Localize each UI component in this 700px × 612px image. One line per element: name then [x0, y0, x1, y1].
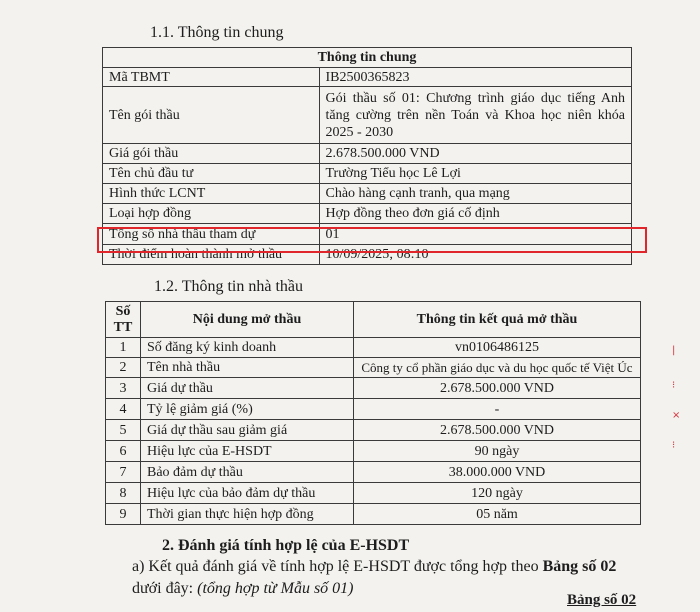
stamp-mark: ×: [672, 410, 681, 421]
row-value: -: [354, 399, 641, 420]
row-label: Tên gói thầu: [103, 87, 320, 144]
row-label: Hiệu lực của E-HSDT: [141, 441, 354, 462]
row-value: Công ty cổ phần giáo dục và du học quốc tế Việt Úc: [354, 358, 641, 378]
row-value: 2.678.500.000 VND: [319, 144, 632, 164]
table-row: [106, 462, 641, 483]
section-heading-bidder-info: 1.2. Thông tin nhà thầu: [154, 278, 304, 295]
row-value: 05 năm: [354, 504, 641, 525]
col-header-stt: Số TT: [106, 302, 141, 338]
row-label: Giá gói thầu: [103, 144, 320, 164]
row-number: 3: [106, 378, 141, 399]
paragraph-a-mid: dưới đây:: [132, 580, 198, 597]
row-number: 9: [106, 504, 141, 525]
table-row: [106, 338, 641, 358]
table-row: [103, 87, 632, 144]
row-label: Tên nhà thầu: [141, 358, 354, 378]
section-heading-validity: 2. Đánh giá tính hợp lệ của E-HSDT: [162, 537, 410, 554]
table-row: [103, 144, 632, 164]
row-number: 7: [106, 462, 141, 483]
row-value: 120 ngày: [354, 483, 641, 504]
table-row: [103, 184, 632, 204]
table-row: [106, 420, 641, 441]
row-label: Loại hợp đồng: [103, 204, 320, 224]
table-row: [103, 164, 632, 184]
table-row: [106, 399, 641, 420]
row-value: Trường Tiểu học Lê Lợi: [319, 164, 632, 184]
row-value: Hợp đồng theo đơn giá cố định: [319, 204, 632, 224]
row-label: Số đăng ký kinh doanh: [141, 338, 354, 358]
table-reference-label: Bảng số 02: [567, 592, 637, 608]
row-value: Gói thầu số 01: Chương trình giáo dục tiếng Anh tăng cường trên nền Toán và Khoa học niên khóa 2025 - 2030: [319, 87, 632, 144]
row-value: 2.678.500.000 VND: [354, 378, 641, 399]
row-value: vn0106486125: [354, 338, 641, 358]
row-label: Thời điểm hoàn thành mở thầu: [103, 245, 320, 265]
paragraph-a-prefix: a) Kết quả đánh giá về tính hợp lệ E-HSDT được tổng hợp theo: [132, 558, 543, 575]
table-row: [106, 441, 641, 462]
table-row: [106, 378, 641, 399]
row-value: 01: [319, 224, 632, 245]
row-label: Hình thức LCNT: [103, 184, 320, 204]
stamp-mark: ⁝: [672, 380, 676, 391]
row-number: 2: [106, 358, 141, 378]
row-value: 38.000.000 VND: [354, 462, 641, 483]
red-highlight-box: [97, 227, 647, 253]
table-row: [106, 504, 641, 525]
row-number: 8: [106, 483, 141, 504]
row-value: Chào hàng cạnh tranh, qua mạng: [319, 184, 632, 204]
row-value: 10/09/2025; 08:10: [319, 245, 632, 265]
table-row: [103, 68, 632, 87]
row-label: Mã TBMT: [103, 68, 320, 87]
row-label: Tỷ lệ giảm giá (%): [141, 399, 354, 420]
row-number: 6: [106, 441, 141, 462]
col-header-result: Thông tin kết quả mở thầu: [354, 302, 641, 338]
stamp-mark: ⁝: [672, 440, 676, 451]
row-label: Bảo đảm dự thầu: [141, 462, 354, 483]
row-value: 2.678.500.000 VND: [354, 420, 641, 441]
row-label: Giá dự thầu: [141, 378, 354, 399]
general-info-table-header: Thông tin chung: [103, 48, 632, 68]
section-heading-general-info: 1.1. Thông tin chung: [150, 24, 284, 41]
table-row: [106, 358, 641, 378]
row-label: Hiệu lực của bảo đảm dự thầu: [141, 483, 354, 504]
row-number: 5: [106, 420, 141, 441]
table-row: [103, 204, 632, 224]
col-header-content: Nội dung mở thầu: [141, 302, 354, 338]
bidder-info-table: [105, 301, 641, 525]
row-label: Tổng số nhà thầu tham dự: [103, 224, 320, 245]
row-label: Tên chủ đầu tư: [103, 164, 320, 184]
paragraph-a: [132, 556, 642, 600]
paragraph-a-table-ref: Bảng số 02: [542, 558, 617, 575]
row-number: 1: [106, 338, 141, 358]
row-label: Giá dự thầu sau giảm giá: [141, 420, 354, 441]
table-row: [106, 483, 641, 504]
row-value: IB2500365823: [319, 68, 632, 87]
paragraph-a-note: (tổng hợp từ Mẫu số 01): [197, 580, 354, 597]
row-number: 4: [106, 399, 141, 420]
row-value: 90 ngày: [354, 441, 641, 462]
row-label: Thời gian thực hiện hợp đồng: [141, 504, 354, 525]
stamp-mark: |: [672, 345, 676, 356]
